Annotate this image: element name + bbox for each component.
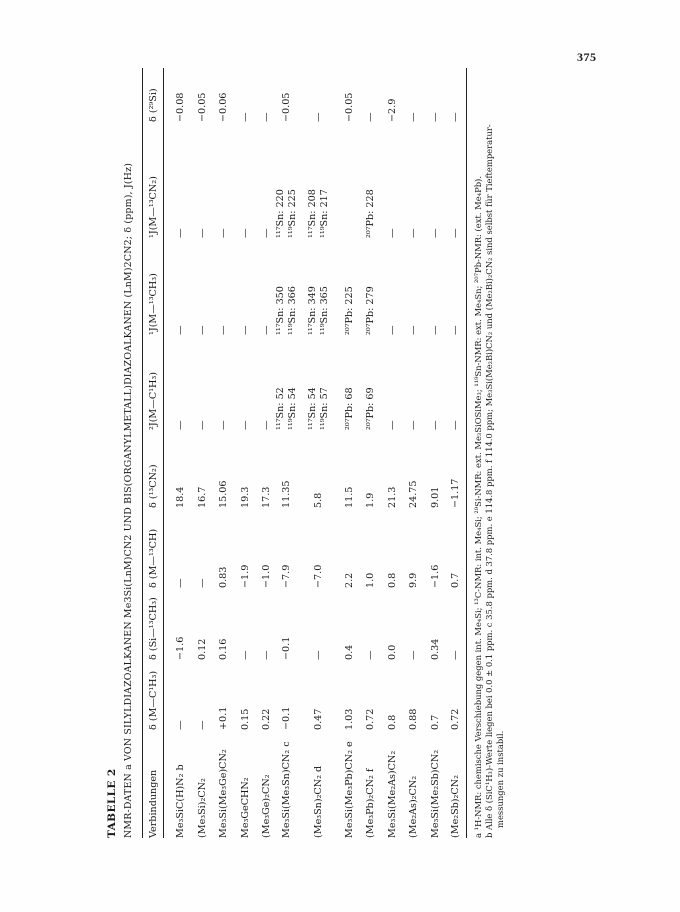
column-header: ²J(M—C¹H₃) [148,372,159,430]
table-cell [307,387,331,430]
table-label: TABELLE 2 [106,768,118,838]
table-cell [281,93,293,122]
cell-value: — [197,325,208,335]
cell-value: — [313,650,324,660]
table-cell [281,637,293,660]
cell-value-second-line: ¹¹⁹Sn: 225 [287,189,298,238]
table-cell [450,709,462,730]
cell-value: 0.16 [218,638,229,660]
table-cell [197,639,209,660]
table-cell [307,286,331,335]
cell-value: — [240,112,251,122]
table-cell [218,707,230,730]
table-cell [387,645,399,660]
compound-name [261,774,273,838]
cell-value: 19.3 [240,486,251,508]
cell-value: 0.7 [430,714,441,730]
cell-value: −0.1 [281,636,292,660]
table-cell [218,228,230,238]
cell-value: ¹¹⁷Sn: 220 [275,189,286,238]
table-cell [240,228,252,238]
cell-value: — [261,650,272,660]
table-cell [313,650,325,660]
cell-value: 0.12 [197,638,208,660]
table-cell [450,650,462,660]
cell-value: 11.5 [344,486,355,508]
cell-value: ²⁰⁷Pb: 225 [344,286,355,335]
cell-value: ¹¹⁷Sn: 54 [307,387,318,430]
cell-value: — [430,420,441,430]
cell-value: 17.3 [261,486,272,508]
footnote: messungen zu instabil. [495,730,505,828]
footnote: a ¹H-NMR: chemische Verschiebung gegen int. Me₄Si; ¹³C-NMR: int. Me₄Si; ²⁹Si-NMR: ext. Me₃SiOSiMe₃; ¹¹⁹Sn-NMR: ext. Me₄Sn; ²⁰⁷Pb-NMR: (ext. Me₄Pb). [473,176,483,838]
cell-value: Me₃Si(Me₂As)CN₂ [387,750,398,838]
table-cell [387,325,399,335]
cell-value: — [175,420,186,430]
cell-value: 0.8 [387,572,398,588]
cell-value: 0.72 [450,708,461,730]
cell-value: −1.17 [450,478,461,508]
cell-value: 9.9 [408,572,419,588]
cell-value: — [197,420,208,430]
table-cell [430,112,442,122]
column-header: δ (²⁹Si) [148,88,159,122]
cell-value: ¹¹⁷Sn: 208 [307,189,318,238]
cell-value: 0.4 [344,644,355,660]
table-caption: NMR-DATEN a VON SILYLDIAZOALKANEN Me3Si(LnM)CN2 UND BIS(ORGANYLMETALL)DIAZOALKANEN (LnM)2CN2; δ (ppm), J(Hz) [123,162,134,838]
cell-value: −1.9 [240,564,251,588]
column-header: ¹J(M—¹³CH₃) [148,273,159,335]
table-cell [240,487,252,508]
table-cell [344,645,356,660]
table-cell [365,493,377,508]
cell-value: — [197,228,208,238]
cell-value: Me₃Si(Me₃Ge)CN₂ [218,749,229,838]
cell-value: 0.22 [261,708,272,730]
cell-value: 18.4 [175,486,186,508]
cell-value: — [408,112,419,122]
cell-value: Me₃Si(Me₃Pb)CN₂ e [344,741,355,838]
cell-value: Me₃Si(Me₂Sb)CN₂ [430,749,441,838]
cell-value: −1.6 [175,636,186,660]
table-cell [218,325,230,335]
table-cell [365,189,377,238]
cell-value: — [313,112,324,122]
table-cell [408,420,420,430]
table-cell [197,420,209,430]
table-cell [430,639,442,660]
cell-value: — [197,720,208,730]
table-cell [218,420,230,430]
table-cell [197,228,209,238]
table-cell [240,565,252,588]
cell-value: ²⁰⁷Pb: 279 [365,286,376,335]
table-cell [408,481,420,508]
cell-value: 9.01 [430,486,441,508]
column-header: ¹J(M—¹³CN₂) [148,176,159,238]
cell-value: 1.0 [365,572,376,588]
cell-value: — [365,112,376,122]
table-cell [261,325,273,335]
table-cell [408,325,420,335]
table-cell [313,565,325,588]
table-cell [240,709,252,730]
compound-name [313,766,325,838]
table-cell [261,487,273,508]
table-cell [175,420,187,430]
cell-value: (Me₂Sb)₂CN₂ [450,775,461,838]
table-cell [197,487,209,508]
cell-value: −0.05 [197,92,208,122]
cell-value-second-line: ¹¹⁹Sn: 366 [287,286,298,335]
table-cell [240,420,252,430]
table-cell [240,112,252,122]
table-cell [387,99,399,122]
table-cell [408,112,420,122]
table-cell [281,707,293,730]
cell-value-second-line: ¹¹⁹Sn: 217 [319,189,330,238]
table-cell [450,325,462,335]
cell-value: — [240,228,251,238]
cell-value: 0.0 [387,644,398,660]
table-cell [261,112,273,122]
cell-value-second-line: ¹¹⁹Sn: 57 [319,387,330,430]
table-cell [344,387,356,430]
table-cell [408,650,420,660]
table-cell [218,481,230,508]
cell-value: — [365,650,376,660]
table-cell [307,189,331,238]
cell-value: −0.05 [344,92,355,122]
compound-name [387,751,399,838]
compound-name [408,776,420,838]
table-cell [365,650,377,660]
rotated-table-page [92,68,505,838]
compound-name [240,777,252,838]
cell-value: — [387,325,398,335]
table-cell [261,228,273,238]
table-cell [175,93,187,122]
table-cell [387,420,399,430]
cell-value: — [430,325,441,335]
table-cell [275,189,299,238]
table-cell [430,565,442,588]
cell-value: ¹¹⁷Sn: 349 [307,286,318,335]
table-cell [218,93,230,122]
cell-value: (Me₃Si)₂CN₂ [197,778,208,838]
cell-value: 0.34 [430,638,441,660]
cell-value: 15.06 [218,480,229,508]
cell-value: 0.8 [387,714,398,730]
cell-value: — [408,650,419,660]
cell-value: +0.1 [218,706,229,730]
cell-value: — [175,325,186,335]
cell-value: 0.47 [313,708,324,730]
table-cell [430,228,442,238]
cell-value: — [240,325,251,335]
table-cell [387,573,399,588]
table-bottom-rule [466,68,467,838]
compound-name [281,741,293,838]
table-cell [218,639,230,660]
cell-value: −7.9 [281,564,292,588]
cell-value: ²⁰⁷Pb: 68 [344,387,355,430]
table-cell [175,720,187,730]
cell-value: 11.35 [281,480,292,508]
table-cell [175,637,187,660]
table-cell [408,228,420,238]
table-cell [175,325,187,335]
table-cell [240,325,252,335]
cell-value: — [240,420,251,430]
table-cell [281,565,293,588]
cell-value: Me₃SiC(H)N₂ b [175,764,186,838]
table-cell [313,493,325,508]
column-header: δ (M—¹³CH) [148,528,159,588]
table-cell [387,715,399,730]
cell-value: 0.15 [240,708,251,730]
table-cell [175,487,187,508]
cell-value-second-line: ¹¹⁹Sn: 54 [287,387,298,430]
table-cell [313,112,325,122]
table-top-rule [142,68,143,838]
table-cell [175,578,187,588]
table-cell [197,325,209,335]
table-cell [387,228,399,238]
table-cell [281,481,293,508]
cell-value: — [450,112,461,122]
table-cell [344,93,356,122]
cell-value: ¹¹⁷Sn: 350 [275,286,286,335]
cell-value: 1.9 [365,492,376,508]
cell-value: — [450,228,461,238]
page-number: 375 [577,50,597,64]
cell-value: 0.72 [365,708,376,730]
table-cell [261,650,273,660]
table-cell [387,487,399,508]
cell-value: (Me₃Sn)₂CN₂ d [313,765,324,838]
table-header-rule [163,68,164,838]
cell-value: — [450,325,461,335]
cell-value: 5.8 [313,492,324,508]
cell-value: −1.0 [261,564,272,588]
cell-value: — [408,420,419,430]
cell-value: — [387,420,398,430]
compound-name [365,769,377,838]
table-cell [344,286,356,335]
cell-value: — [218,228,229,238]
cell-value: — [408,228,419,238]
cell-value: (Me₂As)₂CN₂ [408,775,419,838]
cell-value: — [408,325,419,335]
cell-value: — [175,228,186,238]
cell-value: — [450,650,461,660]
table-cell [344,487,356,508]
column-header: δ (Si—¹³CH₃) [148,597,159,660]
column-header: Verbindungen [148,769,159,838]
cell-value: (Me₃Pb)₂CN₂ f [365,768,376,838]
table-cell [365,286,377,335]
cell-value: 1.03 [344,708,355,730]
cell-value: Me₃GeCHN₂ [240,777,251,838]
table-cell [450,573,462,588]
cell-value: −0.05 [281,92,292,122]
compound-name [218,749,230,838]
table-cell [365,387,377,430]
cell-value: ²⁰⁷Pb: 69 [365,387,376,430]
table-cell [261,565,273,588]
table-cell [175,228,187,238]
cell-value: — [430,112,441,122]
table-cell [275,387,299,430]
cell-value: — [197,578,208,588]
table-cell [365,573,377,588]
cell-value: 16.7 [197,486,208,508]
cell-value: Me₃Si(Me₃Sn)CN₂ c [281,741,292,838]
table-cell [261,709,273,730]
table-cell [450,479,462,508]
cell-value: — [175,720,186,730]
table-cell [408,709,420,730]
cell-value: 24.75 [408,480,419,508]
table-cell [450,420,462,430]
cell-value: — [261,112,272,122]
cell-value: — [387,228,398,238]
table-cell [275,286,299,335]
table-cell [450,112,462,122]
cell-value: — [218,420,229,430]
table-footnotes [473,68,506,838]
cell-value: 2.2 [344,572,355,588]
table-cell [450,228,462,238]
cell-value: −7.0 [313,564,324,588]
cell-value: — [240,650,251,660]
table-cell [218,567,230,588]
cell-value: −0.06 [218,92,229,122]
compound-name [344,741,356,838]
cell-value: (Me₃Ge)₂CN₂ [261,774,272,838]
compound-name [450,775,462,838]
table-cell [408,573,420,588]
cell-value: — [261,325,272,335]
cell-value: 0.83 [218,566,229,588]
column-header: δ (M—C¹H₃) [148,670,159,730]
cell-value: 0.88 [408,708,419,730]
compound-name [175,764,187,838]
cell-value: ¹¹⁷Sn: 52 [275,387,286,430]
cell-value: — [175,578,186,588]
cell-value: — [261,420,272,430]
table-cell [197,720,209,730]
cell-value: — [430,228,441,238]
cell-value: — [450,420,461,430]
cell-value: 0.7 [450,572,461,588]
table-cell [344,709,356,730]
cell-value: −2.9 [387,98,398,122]
table-cell [430,487,442,508]
table-cell [261,420,273,430]
cell-value: −0.08 [175,92,186,122]
table-cell [240,650,252,660]
table-cell [430,420,442,430]
compound-name [197,778,209,838]
table-cell [365,709,377,730]
footnote: b Alle δ (SiC¹H₃)-Werte liegen bei 0.0 ± 0.1 ppm. c 35.8 ppm. d 37.8 ppm. e 114.8 ppm. f 114.0 ppm; Me₃Si(Me₂Bi)CN₂ und (Me₂Bi)₂CN₂ sind selbst für Tieftemperatur- [484,124,494,838]
table-cell [365,112,377,122]
compound-name [430,750,442,838]
cell-value-second-line: ¹¹⁹Sn: 365 [319,286,330,335]
table-cell [430,715,442,730]
cell-value: — [218,325,229,335]
table-cell [197,578,209,588]
cell-value: — [261,228,272,238]
table-cell [344,573,356,588]
cell-value: ²⁰⁷Pb: 228 [365,189,376,238]
column-header: δ (¹³CN₂) [148,464,159,508]
table-cell [430,325,442,335]
cell-value: −0.1 [281,706,292,730]
cell-value: −1.6 [430,564,441,588]
cell-value: 21.3 [387,486,398,508]
table-cell [197,93,209,122]
table-cell [313,709,325,730]
